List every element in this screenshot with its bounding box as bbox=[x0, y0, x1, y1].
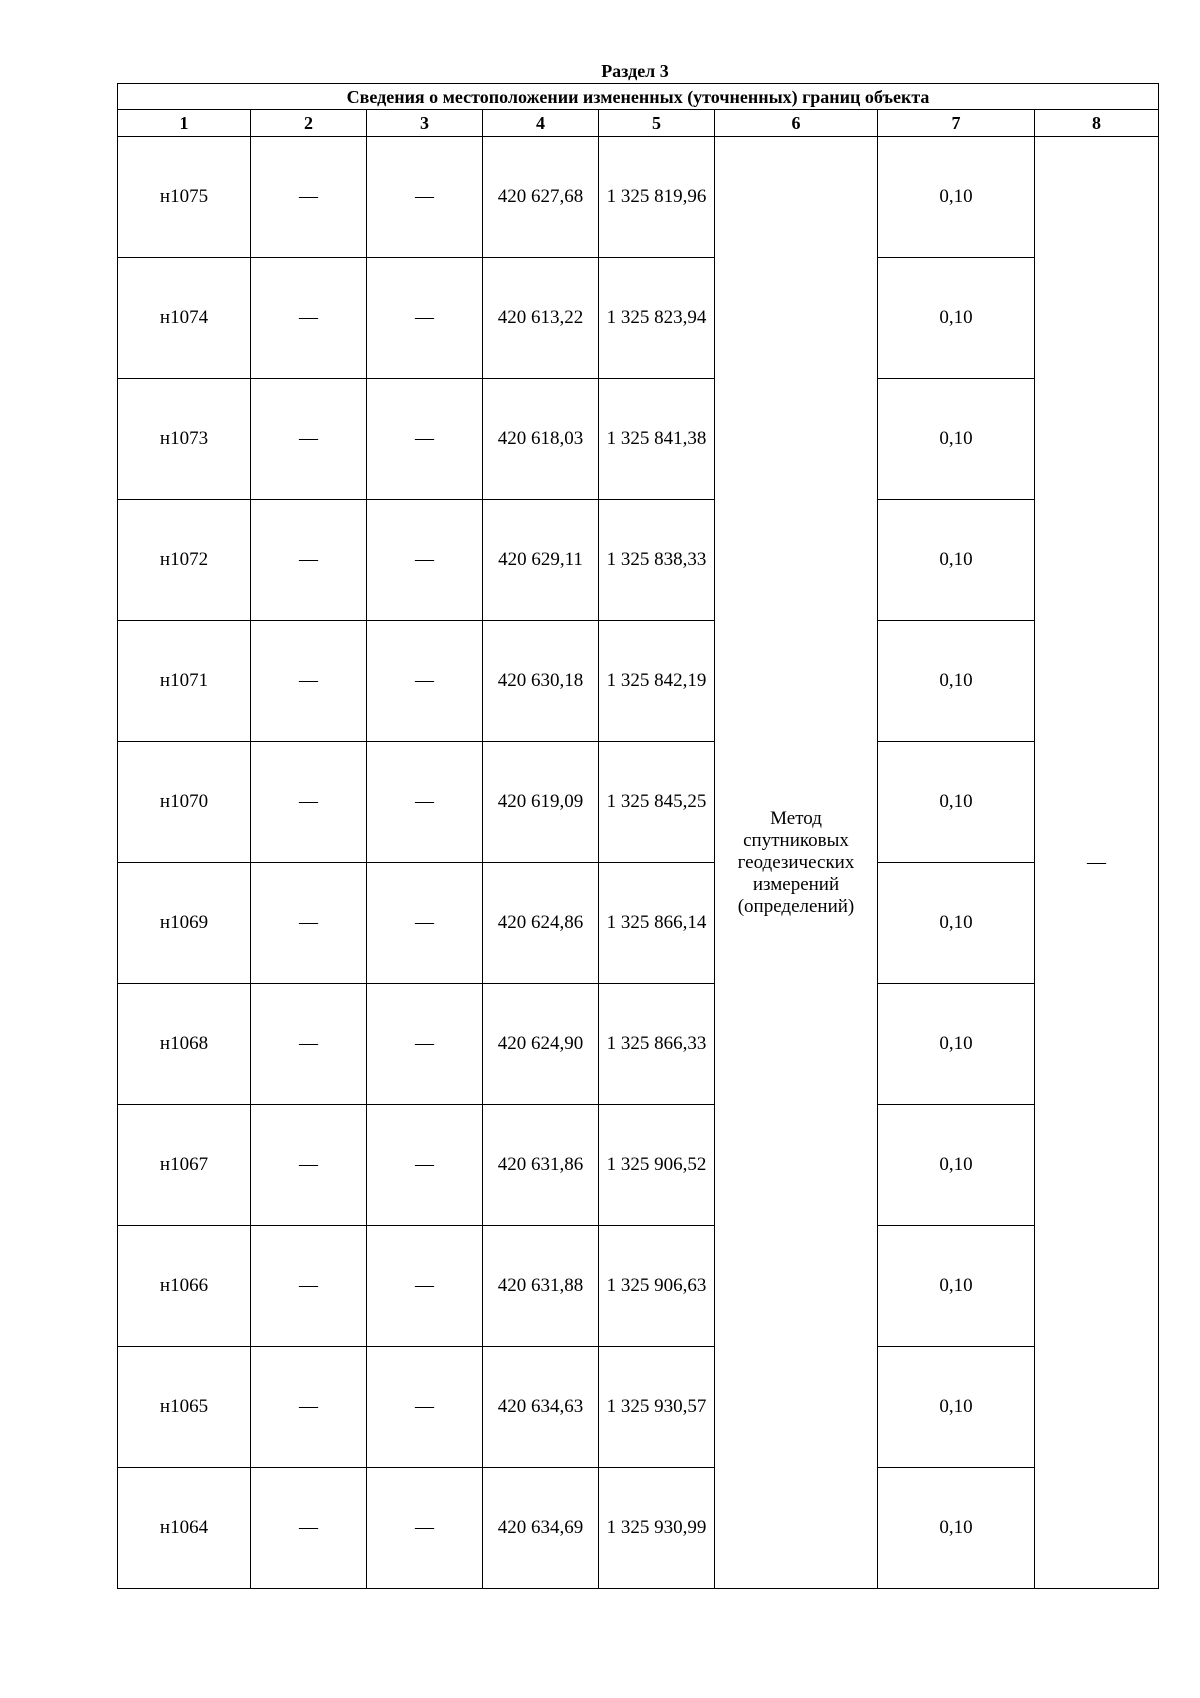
column-3-cell: — bbox=[367, 1468, 483, 1589]
column-number-7: 7 bbox=[878, 110, 1035, 137]
accuracy-cell: 0,10 bbox=[878, 1468, 1035, 1589]
table-row bbox=[118, 742, 1159, 863]
table-row bbox=[118, 984, 1159, 1105]
column-2-cell: — bbox=[251, 379, 367, 500]
point-number-cell: н1066 bbox=[118, 1226, 251, 1347]
x-coordinate-cell: 420 619,09 bbox=[483, 742, 599, 863]
table-row bbox=[118, 1226, 1159, 1347]
accuracy-cell: 0,10 bbox=[878, 742, 1035, 863]
point-number-cell: н1071 bbox=[118, 621, 251, 742]
y-coordinate-cell: 1 325 930,57 bbox=[599, 1347, 715, 1468]
column-number-4: 4 bbox=[483, 110, 599, 137]
table-row bbox=[118, 1468, 1159, 1589]
y-coordinate-cell: 1 325 866,14 bbox=[599, 863, 715, 984]
table-row bbox=[118, 1105, 1159, 1226]
point-number-cell: н1070 bbox=[118, 742, 251, 863]
x-coordinate-cell: 420 630,18 bbox=[483, 621, 599, 742]
column-3-cell: — bbox=[367, 500, 483, 621]
point-number-cell: н1064 bbox=[118, 1468, 251, 1589]
y-coordinate-cell: 1 325 930,99 bbox=[599, 1468, 715, 1589]
point-number-cell: н1074 bbox=[118, 258, 251, 379]
x-coordinate-cell: 420 613,22 bbox=[483, 258, 599, 379]
column-number-3: 3 bbox=[367, 110, 483, 137]
point-number-cell: н1065 bbox=[118, 1347, 251, 1468]
accuracy-cell: 0,10 bbox=[878, 137, 1035, 258]
column-3-cell: — bbox=[367, 137, 483, 258]
x-coordinate-cell: 420 624,86 bbox=[483, 863, 599, 984]
accuracy-cell: 0,10 bbox=[878, 379, 1035, 500]
accuracy-cell: 0,10 bbox=[878, 984, 1035, 1105]
column-2-cell: — bbox=[251, 1105, 367, 1226]
x-coordinate-cell: 420 624,90 bbox=[483, 984, 599, 1105]
point-number-cell: н1067 bbox=[118, 1105, 251, 1226]
y-coordinate-cell: 1 325 845,25 bbox=[599, 742, 715, 863]
section-title: Раздел 3 bbox=[601, 61, 669, 81]
column-8-cell: — bbox=[1035, 137, 1159, 1589]
y-coordinate-cell: 1 325 838,33 bbox=[599, 500, 715, 621]
column-number-1: 1 bbox=[118, 110, 251, 137]
x-coordinate-cell: 420 629,11 bbox=[483, 500, 599, 621]
table-row bbox=[118, 379, 1159, 500]
point-number-cell: н1073 bbox=[118, 379, 251, 500]
column-2-cell: — bbox=[251, 500, 367, 621]
column-number-6: 6 bbox=[715, 110, 878, 137]
point-number-cell: н1075 bbox=[118, 137, 251, 258]
table-row bbox=[118, 863, 1159, 984]
column-3-cell: — bbox=[367, 258, 483, 379]
y-coordinate-cell: 1 325 906,63 bbox=[599, 1226, 715, 1347]
column-3-cell: — bbox=[367, 1105, 483, 1226]
column-2-cell: — bbox=[251, 1468, 367, 1589]
column-3-cell: — bbox=[367, 1226, 483, 1347]
accuracy-cell: 0,10 bbox=[878, 1226, 1035, 1347]
x-coordinate-cell: 420 627,68 bbox=[483, 137, 599, 258]
column-3-cell: — bbox=[367, 742, 483, 863]
y-coordinate-cell: 1 325 841,38 bbox=[599, 379, 715, 500]
column-2-cell: — bbox=[251, 984, 367, 1105]
table-row bbox=[118, 137, 1159, 258]
column-2-cell: — bbox=[251, 1347, 367, 1468]
y-coordinate-cell: 1 325 866,33 bbox=[599, 984, 715, 1105]
table-row bbox=[118, 500, 1159, 621]
point-number-cell: н1072 bbox=[118, 500, 251, 621]
column-number-5: 5 bbox=[599, 110, 715, 137]
table-caption-row bbox=[118, 84, 1159, 110]
x-coordinate-cell: 420 634,63 bbox=[483, 1347, 599, 1468]
point-number-cell: н1068 bbox=[118, 984, 251, 1105]
x-coordinate-cell: 420 631,88 bbox=[483, 1226, 599, 1347]
accuracy-cell: 0,10 bbox=[878, 1105, 1035, 1226]
point-number-cell: н1069 bbox=[118, 863, 251, 984]
x-coordinate-cell: 420 618,03 bbox=[483, 379, 599, 500]
column-2-cell: — bbox=[251, 742, 367, 863]
column-3-cell: — bbox=[367, 1347, 483, 1468]
accuracy-cell: 0,10 bbox=[878, 258, 1035, 379]
y-coordinate-cell: 1 325 906,52 bbox=[599, 1105, 715, 1226]
column-3-cell: — bbox=[367, 621, 483, 742]
column-3-cell: — bbox=[367, 984, 483, 1105]
boundary-coordinates-table bbox=[117, 83, 1159, 1589]
table-row bbox=[118, 1347, 1159, 1468]
x-coordinate-cell: 420 631,86 bbox=[483, 1105, 599, 1226]
table-row bbox=[118, 258, 1159, 379]
column-3-cell: — bbox=[367, 863, 483, 984]
accuracy-cell: 0,10 bbox=[878, 500, 1035, 621]
column-2-cell: — bbox=[251, 258, 367, 379]
column-2-cell: — bbox=[251, 621, 367, 742]
accuracy-cell: 0,10 bbox=[878, 863, 1035, 984]
column-2-cell: — bbox=[251, 1226, 367, 1347]
y-coordinate-cell: 1 325 819,96 bbox=[599, 137, 715, 258]
y-coordinate-cell: 1 325 842,19 bbox=[599, 621, 715, 742]
column-3-cell: — bbox=[367, 379, 483, 500]
accuracy-cell: 0,10 bbox=[878, 621, 1035, 742]
accuracy-cell: 0,10 bbox=[878, 1347, 1035, 1468]
x-coordinate-cell: 420 634,69 bbox=[483, 1468, 599, 1589]
column-2-cell: — bbox=[251, 137, 367, 258]
column-2-cell: — bbox=[251, 863, 367, 984]
column-number-row bbox=[118, 110, 1159, 137]
table-caption: Сведения о местоположении измененных (уточненных) границ объекта bbox=[118, 84, 1159, 110]
method-cell: Метод спутниковых геодезических измерений (определений) bbox=[715, 137, 878, 1589]
column-number-8: 8 bbox=[1035, 110, 1159, 137]
y-coordinate-cell: 1 325 823,94 bbox=[599, 258, 715, 379]
column-number-2: 2 bbox=[251, 110, 367, 137]
table-row bbox=[118, 621, 1159, 742]
